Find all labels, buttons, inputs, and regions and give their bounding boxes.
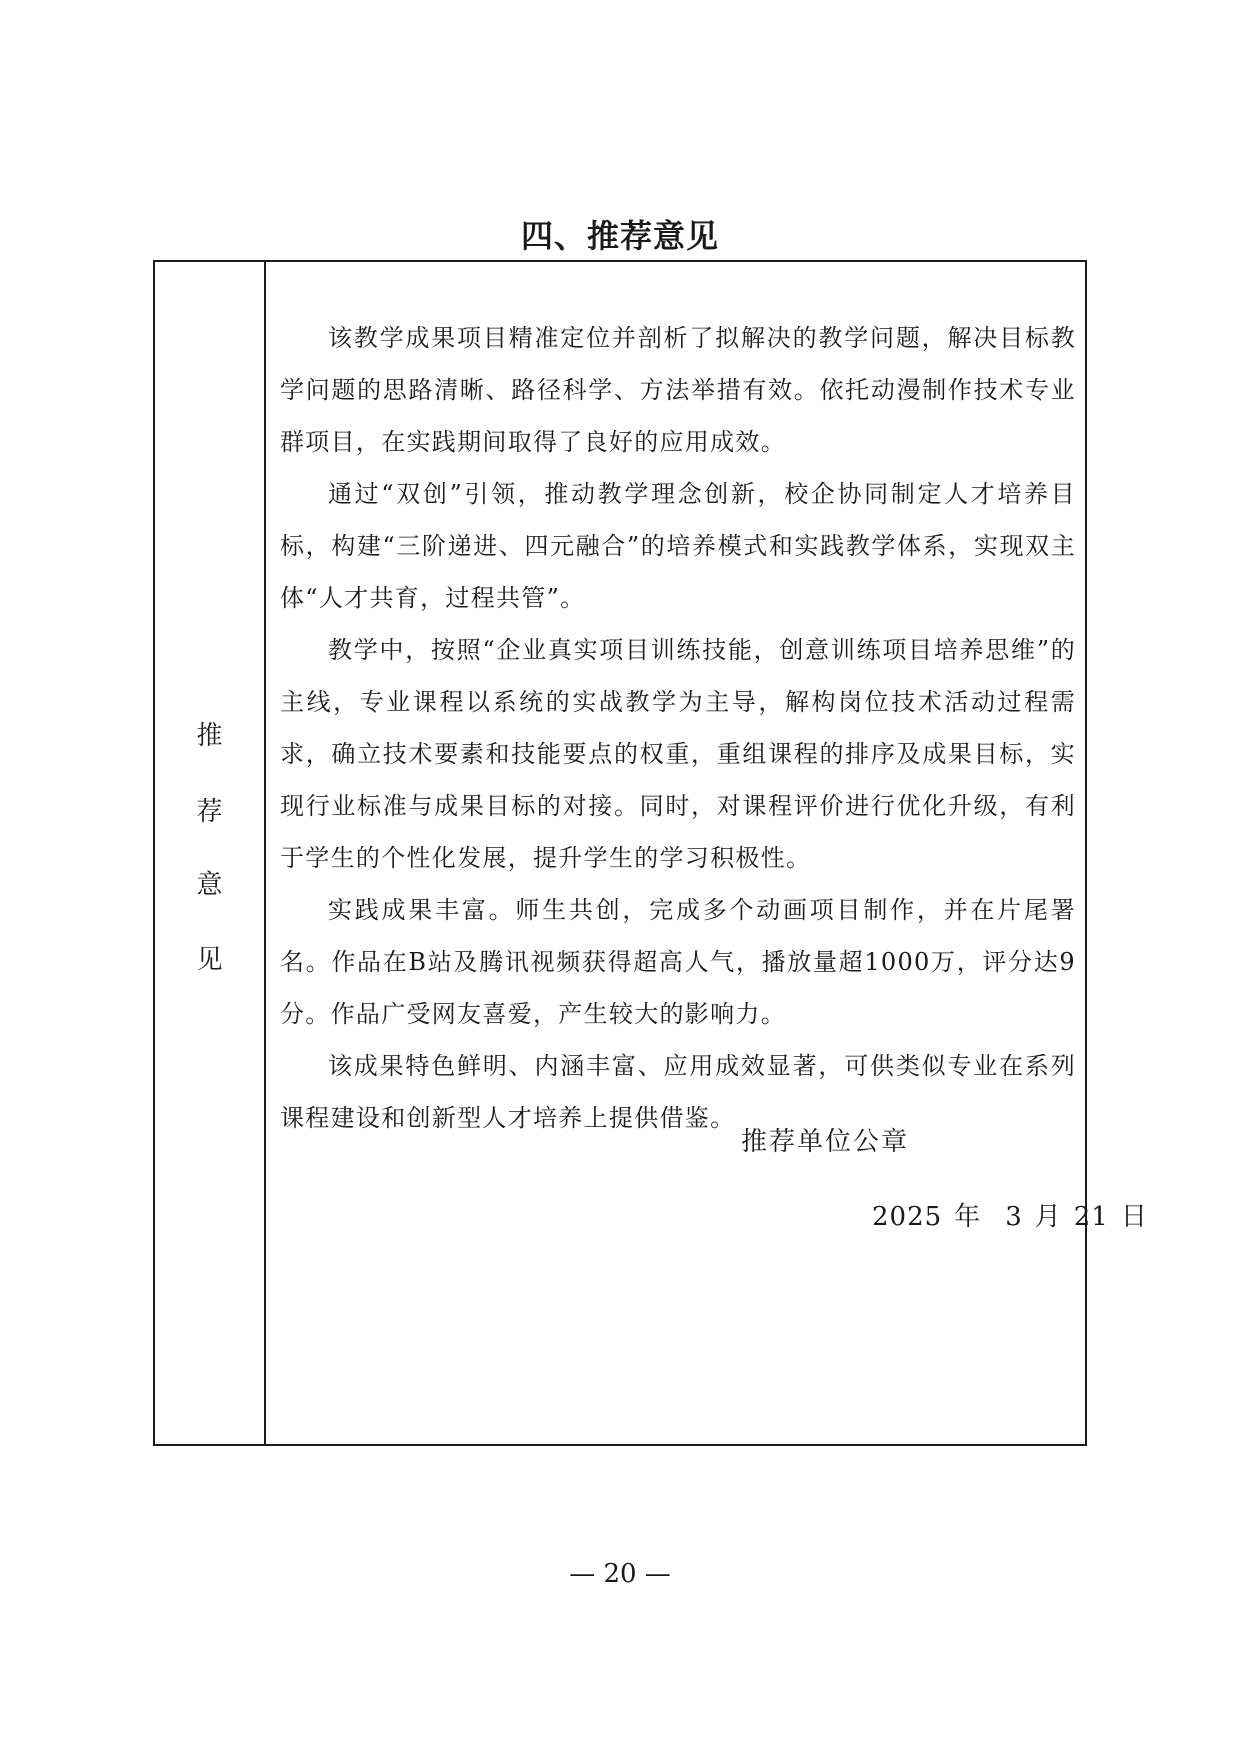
opinion-paragraph: 通过“双创”引领，推动教学理念创新，校企协同制定人才培养目标，构建“三阶递进、四元融合”的培养模式和实践教学体系，实现双主体“人才共育，过程共管”。 — [280, 480, 1076, 612]
signature-date — [872, 1197, 1148, 1237]
row-label-cell — [155, 262, 264, 1444]
opinion-body — [280, 312, 1076, 1144]
opinion-paragraph: 教学中，按照“企业真实项目训练技能，创意训练项目培养思维”的主线，专业课程以系统的实战教学为主导，解构岗位技术活动过程需求，确立技术要素和技能要点的权重，重组课程的排序及成果目标，实现行业标准与成果目标的对接。同时，对课程评价进行优化升级，有利于学生的个性化发展，提升学生的学习积极性。 — [280, 636, 1076, 872]
section-title: 四、推荐意见 — [520, 217, 719, 255]
date-year: 2025 — [872, 1202, 943, 1232]
date-year-unit: 年 — [954, 1202, 982, 1232]
opinion-content-cell — [266, 262, 1148, 1444]
row-label-char: 意 — [196, 870, 223, 900]
opinion-paragraph: 该教学成果项目精准定位并剖析了拟解决的教学问题，解决目标教学问题的思路清晰、路径科学、方法举措有效。依托动漫制作技术专业群项目，在实践期间取得了良好的应用成效。 — [280, 324, 1076, 456]
date-day: 21 — [1073, 1202, 1109, 1232]
recommendation-table — [153, 260, 1148, 1446]
row-label-char: 荐 — [196, 797, 223, 827]
row-label-char: 推 — [196, 721, 223, 751]
row-label-char: 见 — [196, 945, 223, 975]
date-day-unit: 日 — [1120, 1202, 1148, 1232]
date-month-unit: 月 — [1034, 1202, 1062, 1232]
seal-label: 推荐单位公章 — [741, 1127, 910, 1157]
opinion-paragraph: 该成果特色鲜明、内涵丰富、应用成效显著，可供类似专业在系列课程建设和创新型人才培养上提供借鉴。 — [280, 1052, 1076, 1132]
opinion-paragraph: 实践成果丰富。师生共创，完成多个动画项目制作，并在片尾署名。作品在B站及腾讯视频获得超高人气，播放量超1000万，评分达9分。作品广受网友喜爱，产生较大的影响力。 — [280, 896, 1076, 1028]
date-month: 3 — [1005, 1202, 1023, 1232]
page-number: — 20 — — [569, 1559, 671, 1589]
